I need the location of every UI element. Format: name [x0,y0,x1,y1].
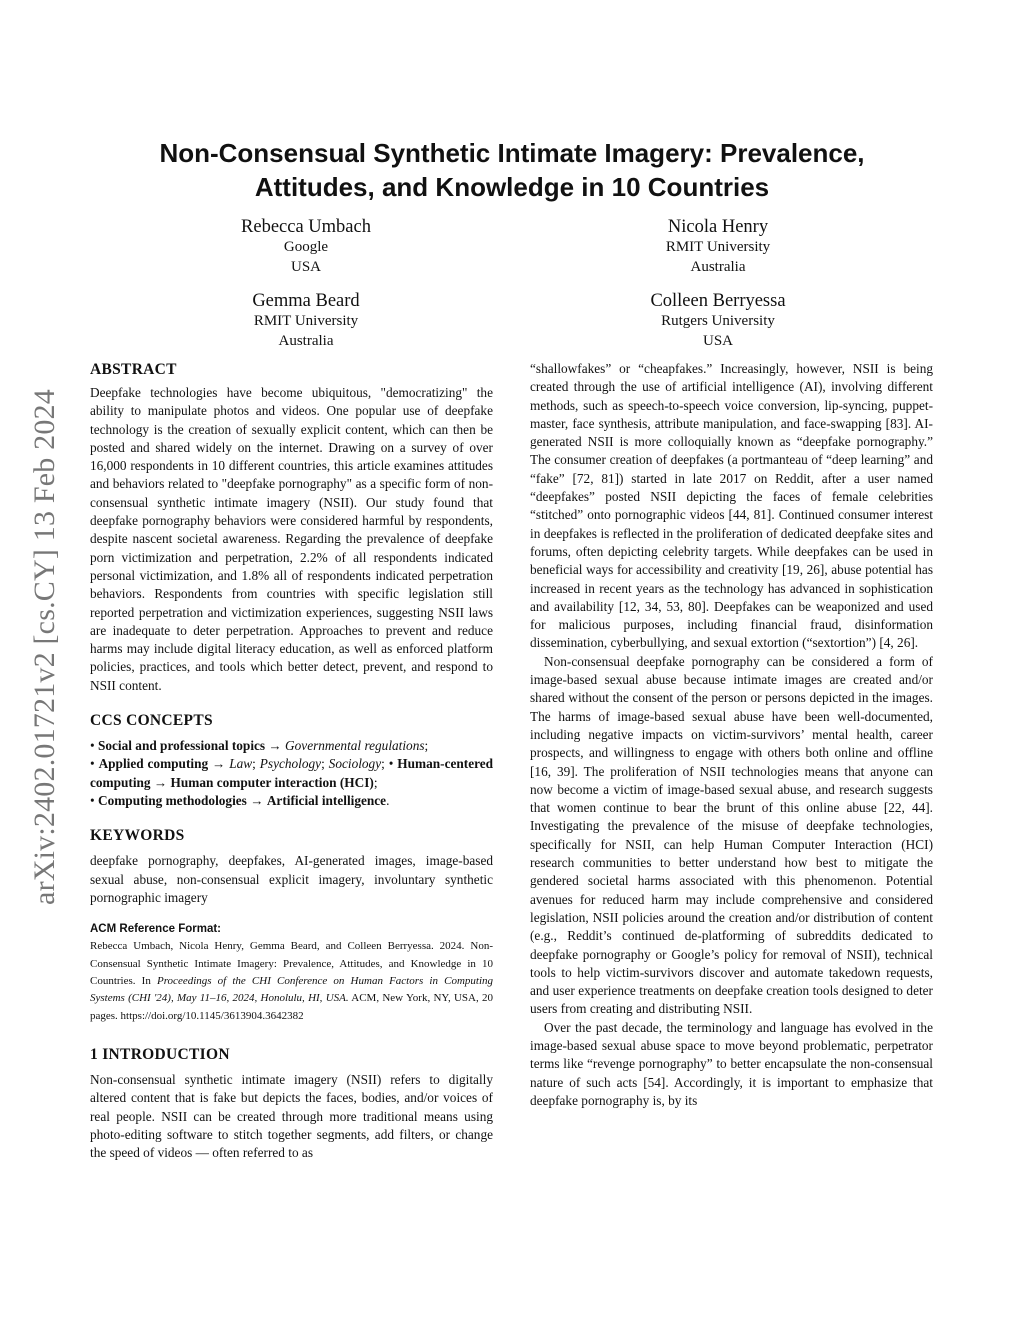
body-paragraph: Non-consensual deepfake pornography can be considered a form of image-based sexual abuse because intimate images are created and/or shared without the consent of the person or persons depicted in the images. The harms of image-based sexual abuse have been well-documented, including negative impacts on victim-survivors’ mental health, career prospects, and willingness to engage with others both online and offline [16, 39]. The proliferation of NSII technologies means that anyone can now become a victim of image-based sexual abuse, and research suggests that women continue to bear the brunt of this online abuse [22, 44]. Investigating the prevalence of the misuse of deepfake technologies, specifically for NSII, can help Human Computer Interaction (HCI) research communities to better understand how best to mitigate the gendered societal harms associated with this phenomenon. Potential avenues for reduced harm may include comprehensive and considered legislation, NSII policies around the creation and/or distribution of content (e.g., Reddit’s continued de-platforming of subreddits dedicated to deepfake pornography or Google’s policy for removal of NSII), technical tools to help victim-survivors discover and automate takedown requests, and user experience treatments on deepfake creation tools designed to deter users from creating and distributing NSII. [530,653,933,1017]
author-name: Gemma Beard [252,291,360,311]
author-block [156,290,456,351]
title-line-2: Attitudes, and Knowledge in 10 Countries [254,172,770,202]
author-country: Australia [278,332,334,349]
author-country: Australia [690,258,746,275]
author-affiliation: Rutgers University [661,313,775,329]
paper-title [100,136,924,204]
author-block [568,216,868,277]
ccs-concepts [90,737,493,810]
keywords-text: deepfake pornography, deepfakes, AI-generated images, image-based sexual abuse, non-consensual explicit imagery, involuntary synthetic pornographic imagery [90,853,493,905]
body-paragraph: “shallowfakes” or “cheapfakes.” Increasingly, however, NSII is being created through the use of artificial intelligence (AI), involving different methods, such as speech-to-speech voice conversion, lip-syncing, puppet-master, face synthesis, attribute manipulation, and face-swapping [83]. AI-generated NSII is more colloquially known as “deepfake pornography.” The consumer creation of deepfakes (a portmanteau of “deep learning” and “fake” [72, 81]) started in late 2017 on Reddit, after a user named “deepfakes” posted NSII depicting the faces of female celebrities “stitched” onto pornographic videos [44, 81]. Continued consumer interest in deepfakes is reflected in the proliferation of dedicated deepfake sites and forums, often depicting celebrity targets. While deepfakes can be used in beneficial ways for accessibility and creativity [19, 26], abuse potential has increased in recent years as the technology has advanced in sophistication and availability [12, 34, 53, 80]. Deepfakes can be weaponized and used for malicious purposes, including financial fraud, disinformation dissemination, cyberbullying, and sexual extortion (“sextortion”) [4, 26]. [530,361,933,651]
author-name: Nicola Henry [667,217,769,237]
ccs-line: • Social and professional topics → Governmental regulations; [90,738,429,754]
ccs-heading: CCS CONCEPTS [90,712,213,730]
body-paragraph: Over the past decade, the terminology and language has evolved in the image-based sexual abuse space to move beyond problematic, perpetrator terms like “revenge pornography” to better encapsulate the non-consensual nature of such acts [54]. Accordingly, it is important to emphasize that deepfake pornography is, by its [530,1019,933,1108]
author-name: Rebecca Umbach [241,217,371,237]
author-affiliation: RMIT University [253,313,359,329]
abstract-heading: ABSTRACT [90,361,177,378]
abstract-text: Deepfake technologies have become ubiquitous, "democratizing" the ability to manipulate photos and videos. One popular use of deepfake technology is the creation of sexually explicit content, which can then be posted and shared widely on the internet. Drawing on a survey of over 16,000 respondents in 10 different countries, this article examines attitudes and behaviors related to "deepfake pornography" as a specific form of non-consensual synthetic intimate imagery (NSII). Our study found that deepfake pornography behaviors were considered harmful by respondents, despite nascent societal awareness. Regarding the prevalence of deepfake porn victimization and perpetration, 2.2% of all respondents indicated personal victimization, and 1.8% all of respondents indicated perpetration behaviors. Respondents from countries with specific legislation still reported perpetration and victimization experiences, suggesting NSII laws are inadequate to deter perpetration. Approaches to prevent and reduce harms may include digital literacy education, as well as enforced platform policies, practices, and tools which better detect, prevent, and respond to NSII content. [90,385,493,693]
ccs-line: • Computing methodologies → Artificial intelligence. [90,792,390,808]
right-column [530,360,933,1110]
acm-reference-text: Rebecca Umbach, Nicola Henry, Gemma Beard, and Colleen Berryessa. 2024. Non-Consensual Synthetic Intimate Imagery: Prevalence, Attitudes, and Knowledge in 10 Countries. In Proceedings of the CHI Conference on Human Factors in Computing Systems (CHI '24), May 11–16, 2024, Honolulu, HI, USA. ACM, New York, NY, USA, 20 pages. https://doi.org/10.1145/3613904.3642382 [90,940,493,1022]
author-country: USA [702,332,733,349]
acm-reference-heading: ACM Reference Format: [90,923,221,936]
arxiv-id: arXiv:2402.01721v2 [cs.CY] 13 Feb 2024 [28,389,61,905]
ccs-line: • Applied computing → Law; Psychology; Sociology; • Human-centered computing → Human computer interaction (HCI); [90,756,494,790]
intro-paragraph: Non-consensual synthetic intimate imagery (NSII) refers to digitally altered content that is fake but depicts the faces, bodies, and/or voices of real people. NSII can be created through more traditional means using photo-editing software to stitch together segments, add filters, or change the speed of videos — often referred to as [90,1072,493,1161]
keywords-heading: KEYWORDS [90,827,185,845]
title-line-1: Non-Consensual Synthetic Intimate Imagery: Prevalence, [159,138,865,168]
arxiv-stamp [30,352,60,942]
author-country: USA [290,258,321,275]
author-block [156,216,456,277]
author-name: Colleen Berryessa [650,291,786,311]
author-affiliation: RMIT University [665,239,771,255]
author-affiliation: Google [283,239,329,255]
introduction-heading: 1 INTRODUCTION [90,1046,230,1064]
left-column [90,360,493,1163]
author-block [568,290,868,351]
